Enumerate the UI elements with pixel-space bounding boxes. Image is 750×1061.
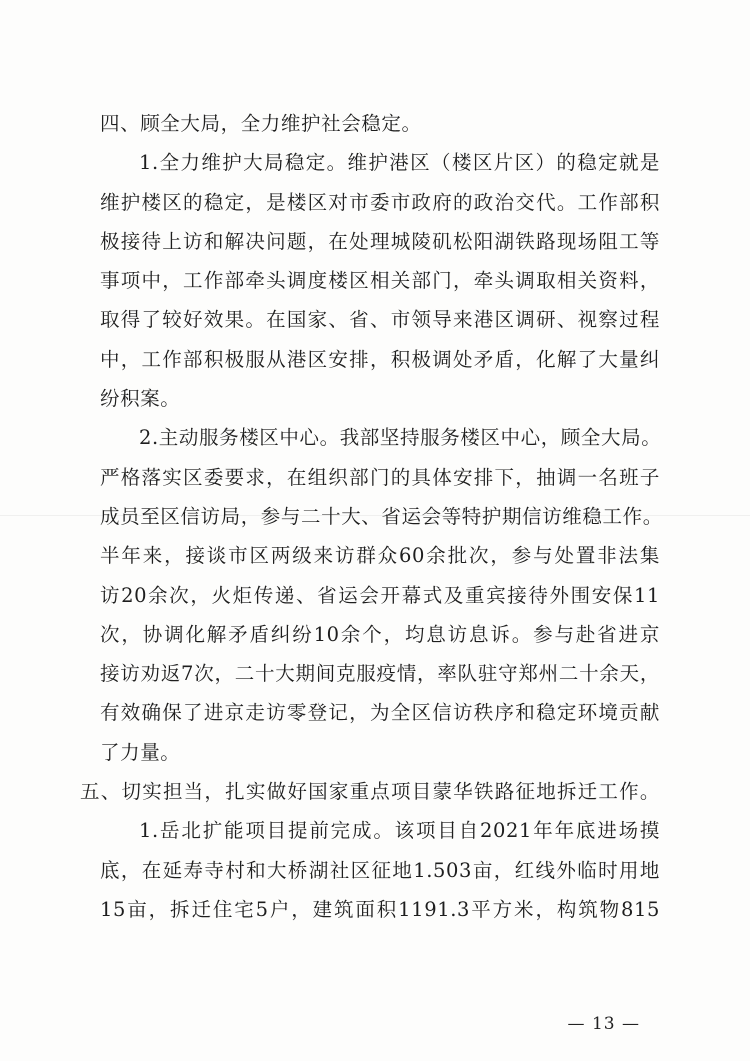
paragraph-line: 取得了较好效果。在国家、省、市领导来港区调研、视察过程 xyxy=(100,308,660,332)
paragraph-line: 1.岳北扩能项目提前完成。该项目自2021年年底进场摸 xyxy=(139,819,660,843)
paragraph-line: 15亩，拆迁住宅5户，建筑面积1191.3平方米，构筑物815 xyxy=(100,897,660,921)
paragraph-line: 极接待上访和解决问题，在处理城陵矶松阳湖铁路现场阻工等 xyxy=(100,229,660,253)
paragraph-line: 纷积案。 xyxy=(100,387,181,411)
page-number: — 13 — xyxy=(567,1014,640,1034)
paragraph-line: 次，协调化解矛盾纠纷10余个，均息访息诉。参与赴省进京 xyxy=(100,622,660,646)
paragraph-line: 2.主动服务楼区中心。我部坚持服务楼区中心，顾全大局。 xyxy=(139,426,662,450)
paragraph-line: 访20余次，火炬传递、省运会开幕式及重宾接待外围安保11 xyxy=(100,583,660,607)
section-heading-5: 五、切实担当，扎实做好国家重点项目蒙华铁路征地拆迁工作。 xyxy=(80,780,660,804)
paragraph-line: 1.全力维护大局稳定。维护港区（楼区片区）的稳定就是 xyxy=(139,151,660,175)
paragraph-line: 严格落实区委要求，在组织部门的具体安排下，抽调一名班子 xyxy=(100,465,660,489)
paragraph-line: 中，工作部积极服从港区安排，积极调处矛盾，化解了大量纠 xyxy=(100,347,660,371)
paragraph-line: 成员至区信访局，参与二十大、省运会等特护期信访维稳工作。 xyxy=(100,504,663,528)
paragraph-line: 事项中，工作部牵头调度楼区相关部门，牵头调取相关资料， xyxy=(100,269,660,293)
paragraph-line: 接访劝返7次，二十大期间克服疫情，率队驻守郑州二十余天， xyxy=(100,662,660,686)
paragraph-line: 半年来，接谈市区两级来访群众60余批次，参与处置非法集 xyxy=(100,544,660,568)
paragraph-line: 有效确保了进京走访零登记，为全区信访秩序和稳定环境贡献 xyxy=(100,701,660,725)
document-body xyxy=(80,104,663,929)
paragraph-line: 底，在延寿寺村和大桥湖社区征地1.503亩，红线外临时用地 xyxy=(100,858,660,882)
section-heading-4: 四、顾全大局，全力维护社会稳定。 xyxy=(100,112,422,135)
paragraph-line: 维护楼区的稳定，是楼区对市委市政府的政治交代。工作部积 xyxy=(100,190,660,214)
paragraph-line: 了力量。 xyxy=(100,740,181,764)
